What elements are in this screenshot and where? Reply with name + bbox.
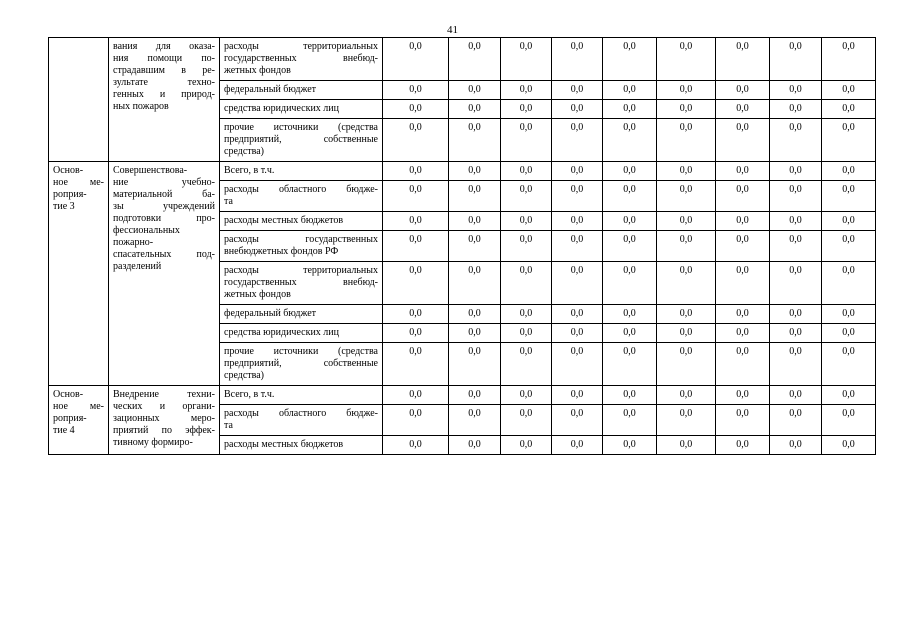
description-line: ние учебно- (113, 177, 215, 188)
value-cell: 0,0 (603, 100, 657, 119)
value-cell: 0,0 (657, 119, 716, 162)
description-line: вания для оказа- (113, 41, 215, 52)
measure-line: тие 4 (53, 425, 75, 436)
value-cell: 0,0 (449, 386, 501, 405)
value-cell: 0,0 (383, 305, 449, 324)
value-cell: 0,0 (383, 436, 449, 455)
value-cell: 0,0 (383, 162, 449, 181)
measure-cell (49, 162, 109, 386)
value-cell: 0,0 (603, 81, 657, 100)
value-cell: 0,0 (449, 100, 501, 119)
description-cell (109, 162, 220, 386)
description-line: пожарно- (113, 237, 154, 248)
value-cell: 0,0 (716, 231, 770, 262)
funding-source-line: расходы областного бюдже- (224, 408, 378, 419)
value-cell: 0,0 (383, 212, 449, 231)
funding-source-line: жетных фондов (224, 65, 291, 76)
funding-source-cell (220, 405, 383, 436)
value-cell: 0,0 (822, 81, 876, 100)
value-cell: 0,0 (501, 262, 552, 305)
table-body (49, 38, 876, 455)
funding-source-cell (220, 436, 383, 455)
value-cell: 0,0 (822, 386, 876, 405)
funding-source-line: расходы местных бюджетов (224, 215, 344, 226)
value-cell: 0,0 (552, 324, 603, 343)
value-cell: 0,0 (657, 231, 716, 262)
funding-source-line: расходы территориальных (224, 265, 378, 276)
value-cell: 0,0 (770, 405, 822, 436)
value-cell: 0,0 (657, 212, 716, 231)
value-cell: 0,0 (657, 181, 716, 212)
value-cell: 0,0 (822, 38, 876, 81)
value-cell: 0,0 (383, 324, 449, 343)
description-line: ных пожаров (113, 101, 169, 112)
value-cell: 0,0 (449, 212, 501, 231)
value-cell: 0,0 (603, 305, 657, 324)
measure-line: роприя- (53, 189, 87, 200)
value-cell: 0,0 (603, 212, 657, 231)
funding-source-line: средства юридических лиц (224, 103, 339, 114)
value-cell: 0,0 (501, 405, 552, 436)
page-number: 41 (447, 24, 458, 36)
funding-source-cell (220, 119, 383, 162)
value-cell: 0,0 (383, 119, 449, 162)
funding-source-cell (220, 231, 383, 262)
value-cell: 0,0 (822, 305, 876, 324)
value-cell: 0,0 (449, 262, 501, 305)
value-cell: 0,0 (822, 343, 876, 386)
funding-source-line: та (224, 420, 233, 431)
funding-source-line: прочие источники (средства (224, 346, 378, 357)
value-cell: 0,0 (501, 436, 552, 455)
description-cell (109, 38, 220, 162)
measure-line: роприя- (53, 413, 87, 424)
value-cell: 0,0 (552, 405, 603, 436)
value-cell: 0,0 (603, 119, 657, 162)
value-cell: 0,0 (657, 81, 716, 100)
value-cell: 0,0 (501, 305, 552, 324)
value-cell: 0,0 (449, 162, 501, 181)
value-cell: 0,0 (501, 212, 552, 231)
description-line: тивному формиро- (113, 437, 193, 448)
value-cell: 0,0 (770, 262, 822, 305)
value-cell: 0,0 (716, 305, 770, 324)
value-cell: 0,0 (603, 262, 657, 305)
measure-line: Основ- (53, 389, 84, 400)
value-cell: 0,0 (603, 181, 657, 212)
value-cell: 0,0 (716, 212, 770, 231)
funding-source-line: средства юридических лиц (224, 327, 339, 338)
description-line: фессиональных (113, 225, 180, 236)
description-line: генных и природ- (113, 89, 215, 100)
value-cell: 0,0 (501, 38, 552, 81)
funding-source-line: предприятий, собственные (224, 358, 378, 369)
value-cell: 0,0 (552, 343, 603, 386)
value-cell: 0,0 (552, 162, 603, 181)
funding-source-cell (220, 324, 383, 343)
value-cell: 0,0 (822, 324, 876, 343)
value-cell: 0,0 (552, 100, 603, 119)
funding-source-line: федеральный бюджет (224, 84, 317, 95)
funding-source-line: федеральный бюджет (224, 308, 317, 319)
value-cell: 0,0 (501, 100, 552, 119)
funding-source-cell (220, 162, 383, 181)
value-cell: 0,0 (603, 162, 657, 181)
value-cell: 0,0 (657, 405, 716, 436)
table-row (49, 386, 876, 405)
value-cell: 0,0 (657, 38, 716, 81)
value-cell: 0,0 (822, 181, 876, 212)
value-cell: 0,0 (770, 181, 822, 212)
value-cell: 0,0 (449, 181, 501, 212)
value-cell: 0,0 (822, 436, 876, 455)
funding-source-line: Всего, в т.ч. (224, 165, 275, 176)
value-cell: 0,0 (383, 181, 449, 212)
value-cell: 0,0 (657, 436, 716, 455)
value-cell: 0,0 (822, 162, 876, 181)
value-cell: 0,0 (770, 81, 822, 100)
funding-source-line: средства) (224, 146, 264, 157)
value-cell: 0,0 (716, 81, 770, 100)
value-cell: 0,0 (822, 262, 876, 305)
funding-source-cell (220, 262, 383, 305)
value-cell: 0,0 (716, 324, 770, 343)
value-cell: 0,0 (716, 119, 770, 162)
value-cell: 0,0 (501, 231, 552, 262)
description-line: страдавшим в ре- (113, 65, 215, 76)
measure-line: Основ- (53, 165, 84, 176)
value-cell: 0,0 (449, 119, 501, 162)
value-cell: 0,0 (449, 305, 501, 324)
funding-source-line: расходы областного бюдже- (224, 184, 378, 195)
description-line: ческих и органи- (113, 401, 215, 412)
measure-cell (49, 38, 109, 162)
funding-source-line: средства) (224, 370, 264, 381)
value-cell: 0,0 (770, 231, 822, 262)
description-cell (109, 386, 220, 455)
value-cell: 0,0 (770, 38, 822, 81)
description-line: зы учреждений (113, 201, 215, 212)
value-cell: 0,0 (501, 119, 552, 162)
funding-source-cell (220, 386, 383, 405)
measure-cell (49, 386, 109, 455)
funding-source-line: расходы местных бюджетов (224, 439, 344, 450)
description-line: подготовки про- (113, 213, 215, 224)
description-line: спасательных под- (113, 249, 215, 260)
value-cell: 0,0 (603, 386, 657, 405)
funding-source-line: жетных фондов (224, 289, 291, 300)
value-cell: 0,0 (822, 405, 876, 436)
funding-source-line: государственных внебюд- (224, 53, 378, 64)
value-cell: 0,0 (716, 38, 770, 81)
value-cell: 0,0 (657, 100, 716, 119)
value-cell: 0,0 (603, 405, 657, 436)
value-cell: 0,0 (552, 181, 603, 212)
value-cell: 0,0 (770, 386, 822, 405)
value-cell: 0,0 (716, 386, 770, 405)
value-cell: 0,0 (770, 119, 822, 162)
measure-line: тие 3 (53, 201, 75, 212)
value-cell: 0,0 (603, 343, 657, 386)
value-cell: 0,0 (552, 262, 603, 305)
value-cell: 0,0 (501, 181, 552, 212)
value-cell: 0,0 (657, 343, 716, 386)
funding-source-line: расходы государственных (224, 234, 378, 245)
value-cell: 0,0 (716, 436, 770, 455)
value-cell: 0,0 (383, 231, 449, 262)
value-cell: 0,0 (770, 436, 822, 455)
description-line: разделений (113, 261, 162, 272)
table-row (49, 38, 876, 81)
value-cell: 0,0 (449, 405, 501, 436)
funding-source-line: прочие источники (средства (224, 122, 378, 133)
value-cell: 0,0 (552, 386, 603, 405)
value-cell: 0,0 (770, 343, 822, 386)
value-cell: 0,0 (657, 324, 716, 343)
funding-source-line: та (224, 196, 233, 207)
funding-source-line: предприятий, собственные (224, 134, 378, 145)
funding-source-cell (220, 181, 383, 212)
funding-source-cell (220, 212, 383, 231)
measure-line: ное ме- (53, 401, 104, 412)
funding-source-line: Всего, в т.ч. (224, 389, 275, 400)
value-cell: 0,0 (716, 343, 770, 386)
description-line: материальной ба- (113, 189, 215, 200)
value-cell: 0,0 (383, 262, 449, 305)
value-cell: 0,0 (822, 119, 876, 162)
value-cell: 0,0 (552, 212, 603, 231)
value-cell: 0,0 (501, 343, 552, 386)
value-cell: 0,0 (501, 81, 552, 100)
value-cell: 0,0 (501, 162, 552, 181)
value-cell: 0,0 (603, 436, 657, 455)
description-line: зультате техно- (113, 77, 215, 88)
description-line: зационных меро- (113, 413, 215, 424)
value-cell: 0,0 (716, 262, 770, 305)
funding-source-cell (220, 305, 383, 324)
value-cell: 0,0 (552, 119, 603, 162)
value-cell: 0,0 (770, 212, 822, 231)
value-cell: 0,0 (657, 262, 716, 305)
budget-table (48, 37, 876, 455)
value-cell: 0,0 (603, 324, 657, 343)
value-cell: 0,0 (449, 81, 501, 100)
value-cell: 0,0 (501, 324, 552, 343)
value-cell: 0,0 (770, 162, 822, 181)
value-cell: 0,0 (770, 100, 822, 119)
value-cell: 0,0 (716, 100, 770, 119)
value-cell: 0,0 (449, 231, 501, 262)
funding-source-cell (220, 81, 383, 100)
funding-source-cell (220, 38, 383, 81)
value-cell: 0,0 (716, 181, 770, 212)
value-cell: 0,0 (383, 343, 449, 386)
value-cell: 0,0 (449, 436, 501, 455)
value-cell: 0,0 (657, 305, 716, 324)
table-row (49, 162, 876, 181)
value-cell: 0,0 (822, 100, 876, 119)
description-line: приятий по эффек- (113, 425, 215, 436)
funding-source-line: внебюджетных фондов РФ (224, 246, 339, 257)
value-cell: 0,0 (383, 38, 449, 81)
value-cell: 0,0 (501, 386, 552, 405)
measure-line: ное ме- (53, 177, 104, 188)
value-cell: 0,0 (716, 405, 770, 436)
description-line: Внедрение техни- (113, 389, 215, 400)
value-cell: 0,0 (657, 162, 716, 181)
value-cell: 0,0 (716, 162, 770, 181)
value-cell: 0,0 (822, 231, 876, 262)
value-cell: 0,0 (449, 324, 501, 343)
value-cell: 0,0 (657, 386, 716, 405)
value-cell: 0,0 (770, 305, 822, 324)
funding-source-cell (220, 343, 383, 386)
funding-source-line: расходы территориальных (224, 41, 378, 52)
value-cell: 0,0 (552, 436, 603, 455)
value-cell: 0,0 (552, 38, 603, 81)
funding-source-cell (220, 100, 383, 119)
description-line: ния помощи по- (113, 53, 215, 64)
value-cell: 0,0 (603, 38, 657, 81)
value-cell: 0,0 (449, 343, 501, 386)
value-cell: 0,0 (603, 231, 657, 262)
value-cell: 0,0 (770, 324, 822, 343)
value-cell: 0,0 (822, 212, 876, 231)
value-cell: 0,0 (552, 231, 603, 262)
value-cell: 0,0 (552, 305, 603, 324)
description-line: Совершенствова- (113, 165, 188, 176)
value-cell: 0,0 (449, 38, 501, 81)
funding-source-line: государственных внебюд- (224, 277, 378, 288)
value-cell: 0,0 (383, 386, 449, 405)
value-cell: 0,0 (552, 81, 603, 100)
value-cell: 0,0 (383, 100, 449, 119)
value-cell: 0,0 (383, 405, 449, 436)
value-cell: 0,0 (383, 81, 449, 100)
